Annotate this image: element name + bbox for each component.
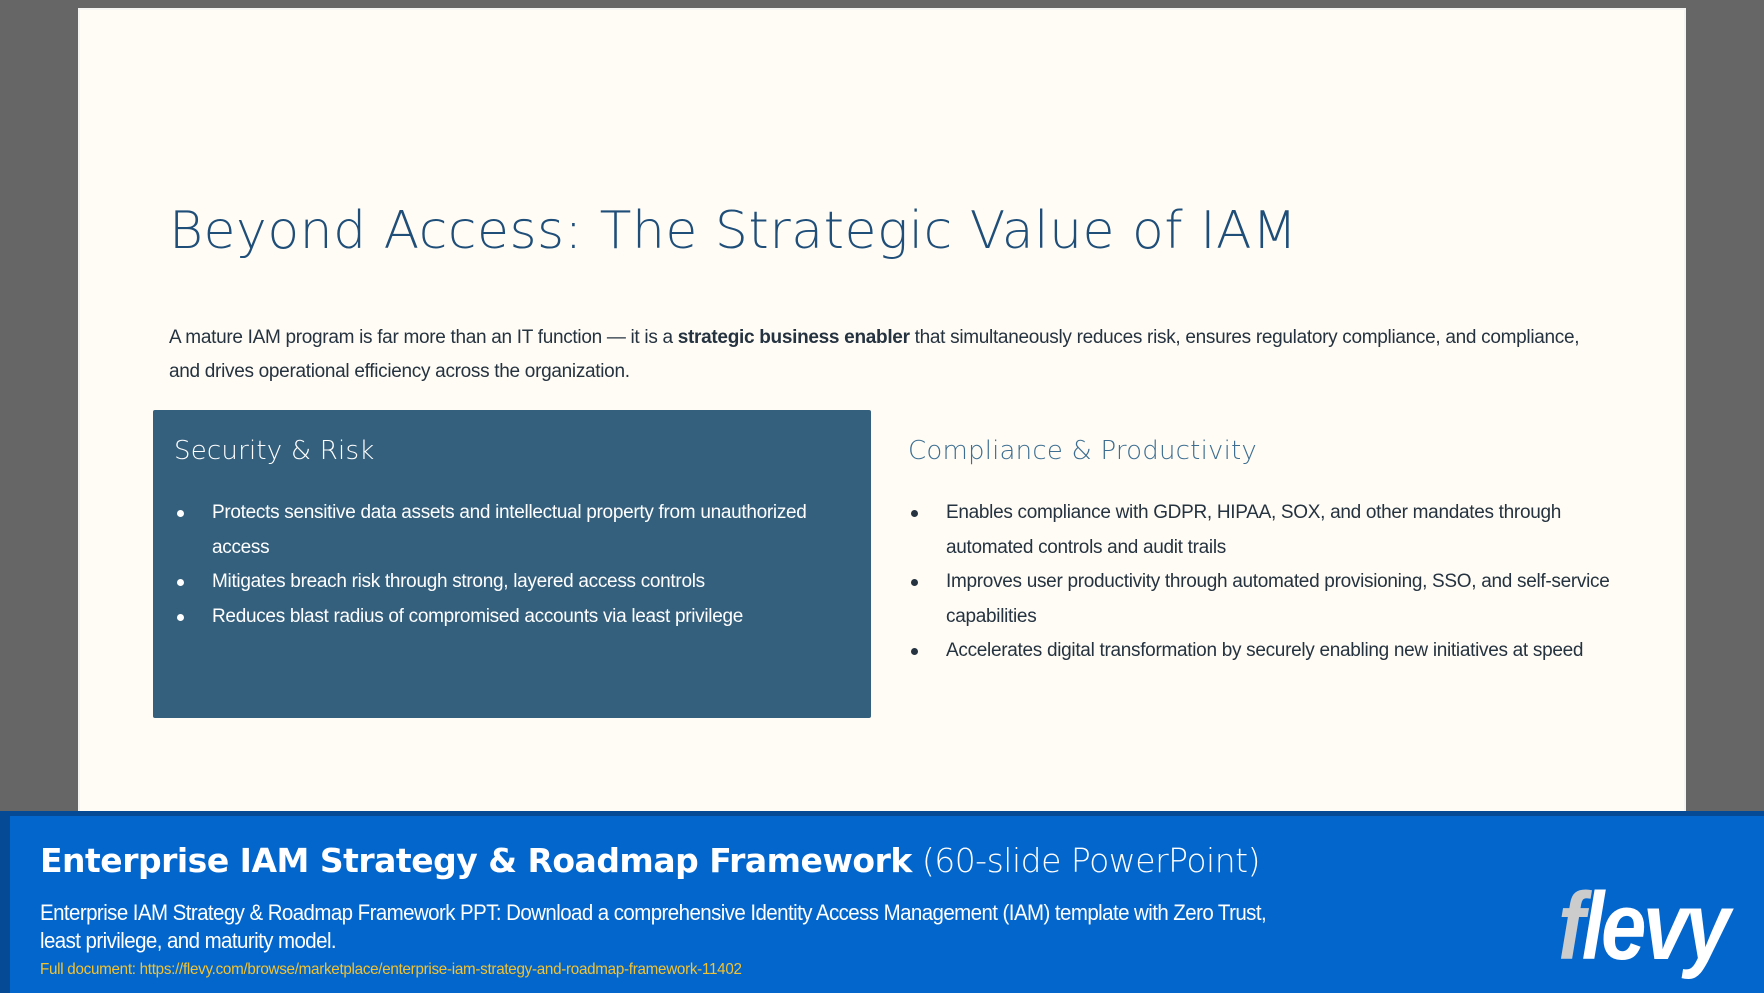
security-risk-panel [153,410,871,718]
banner-title-light: (60-slide PowerPoint) [911,841,1260,880]
list-item-text: Accelerates digital transformation by securely enabling new initiatives at speed [946,640,1584,661]
list-item-text: Improves user productivity through automated provisioning, SSO, and self-service capabilities [946,571,1610,627]
bullet-icon [177,579,184,586]
full-document-link[interactable]: Full document: https://flevy.com/browse/marketplace/enterprise-iam-strategy-and-roadmap-framework-11402 [40,961,742,978]
bullet-list [908,496,1628,669]
slide-title: Beyond Access: The Strategic Value of IAM [169,201,1298,261]
slide [80,10,1684,811]
list-item-text: Mitigates breach risk through strong, layered access controls [212,571,705,592]
bullet-icon [911,648,918,655]
list-item-text: Reduces blast radius of compromised accounts via least privilege [212,605,744,627]
list-item [908,565,1628,634]
bullet-icon [177,510,184,517]
logo-letter-f: f [1558,873,1582,980]
bullet-icon [177,614,184,621]
bullet-icon [911,510,918,517]
logo-letters-levy: levy [1581,873,1727,980]
list-item-text: Enables compliance with GDPR, HIPAA, SOX, and other mandates through automated controls and audit trails [946,502,1562,558]
bullet-list [174,496,814,634]
list-item-text: Protects sensitive data assets and intellectual property from unauthorized access [212,502,807,558]
panel-heading: Compliance & Productivity [908,436,1257,466]
banner-description: Enterprise IAM Strategy & Roadmap Framework PPT: Download a comprehensive Identity Access Management (IAM) template with Zero Trust, least privilege, and maturity model. [40,900,1267,953]
banner-title-bold: Enterprise IAM Strategy & Roadmap Framework [40,841,912,880]
intro-text-before: A mature IAM program is far more than an IT function — it is a [169,327,678,348]
intro-paragraph [169,321,1589,389]
list-item [174,565,814,600]
intro-text-after: that simultaneously reduces risk, ensures regulatory compliance, and compliance, and drives operational efficiency across the organization. [169,327,1580,382]
intro-text-bold: strategic business enabler [677,327,910,348]
product-banner [0,811,1764,993]
list-item [174,600,814,635]
banner-accent-strip [0,816,10,993]
panel-heading: Security & Risk [174,436,375,466]
list-item [174,496,814,565]
banner-title [40,841,1260,880]
flevy-logo[interactable] [1558,873,1727,980]
bullet-icon [911,579,918,586]
list-item [908,634,1628,669]
list-item [908,496,1628,565]
